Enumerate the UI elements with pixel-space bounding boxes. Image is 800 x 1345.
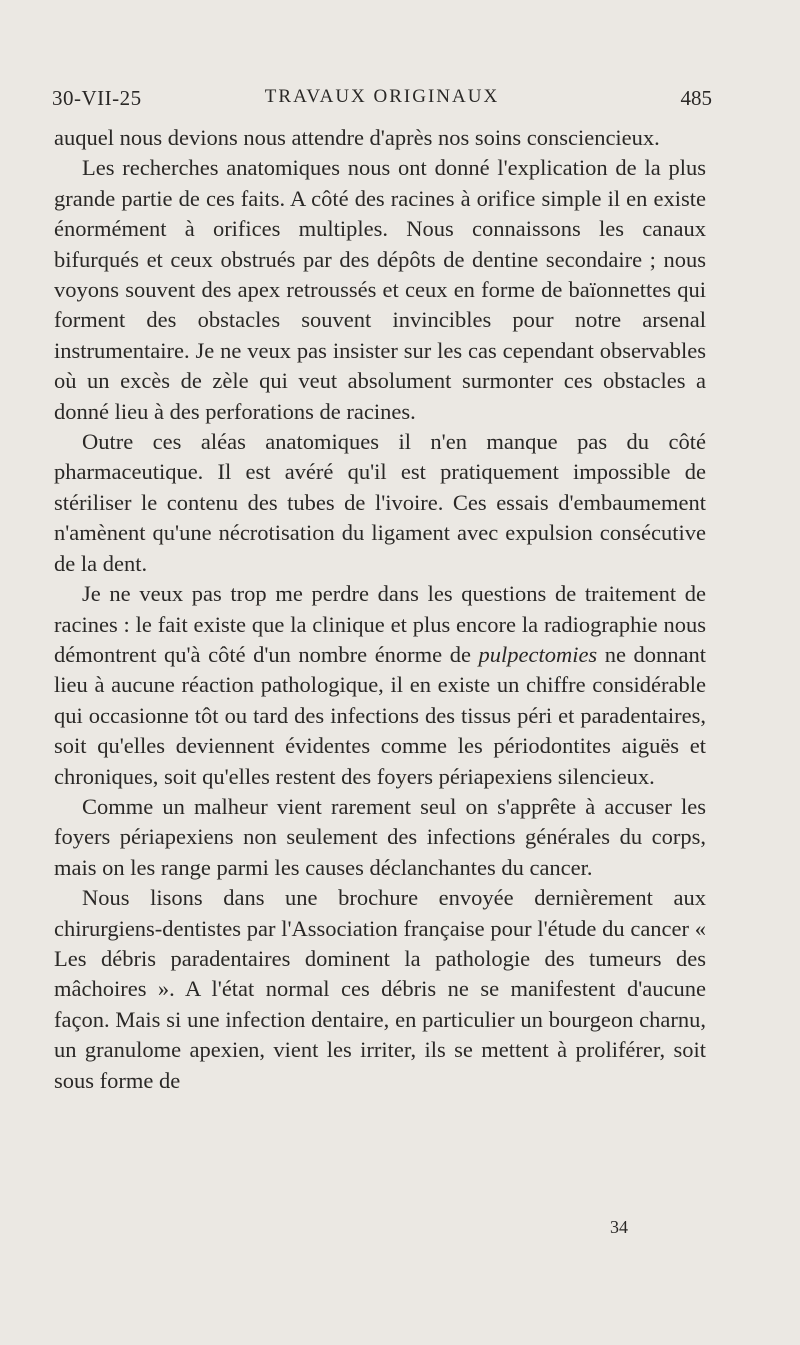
paragraph-2: Les recherches anatomiques nous ont donné l'explication de la plus grande partie de ces faits. A côté des racines à orifice simple il en existe énormément à orifices multiples. Nous connaissons les canaux bifurqués et ceux obstrués par des dépôts de dentine secondaire ; nous voyons souvent des apex retroussés et ceux en forme de baïonnettes qui forment des obstacles souvent invincibles pour notre arsenal instrumentaire. Je ne veux pas insister sur les cas cependant observables où un excès de zèle qui veut absolument surmonter ces obstacles a donné lieu à des perforations de racines. [54, 155, 706, 424]
page-number: 485 [680, 86, 712, 110]
paragraph-5: Comme un malheur vient rarement seul on s'apprête à accuser les foyers périapexiens non seulement des infections générales du corps, mais on les range parmi les causes déclanchantes du cancer. [54, 793, 706, 880]
header-date: 30-VII-25 [52, 86, 142, 110]
paragraph-3: Outre ces aléas anatomiques il n'en manque pas du côté pharmaceutique. Il est avéré qu'il est pratiquement impossible de stériliser le contenu des tubes de l'ivoire. Ces essais d'embaumement n'amènent qu'une nécrotisation du ligament avec expulsion consécutive de la dent. [54, 429, 706, 576]
paragraph-4 [54, 579, 706, 792]
header-title: TRAVAUX ORIGINAUX [264, 86, 500, 107]
article-body [54, 123, 706, 1096]
paragraph-6: Nous lisons dans une brochure envoyée dernièrement aux chirurgiens-dentistes par l'Association française pour l'étude du cancer « Les débris paradentaires dominent la pathologie des tumeurs des mâchoires ». A l'état normal ces débris ne se manifestent d'aucune façon. Mais si une infection dentaire, en particulier un bourgeon charnu, un granulome apexien, vient les irriter, ils se mettent à proliférer, soit sous forme de [54, 885, 706, 1093]
paragraph-4-part-2: ne donnant lieu à aucune réaction pathologique, il en existe un chiffre considérable qui occasionne tôt ou tard des infections des tissus péri et paradentaires, soit qu'elles deviennent évidentes comme les périodontites aiguës et chroniques, soit qu'elles restent des foyers périapexiens silencieux. [54, 641, 706, 789]
paragraph-1: auquel nous devions nous attendre d'après nos soins consciencieux. [54, 125, 660, 150]
running-header [52, 86, 712, 116]
paragraph-4-emphasis: pulpectomies [478, 641, 598, 667]
paragraph-4-part-1: Je ne veux pas trop me perdre dans les questions de traitement de racines : le fait existe que la clinique et plus encore la radiographie nous démontrent qu'à côté d'un nombre énorme de [54, 581, 706, 667]
signature-mark: 34 [610, 1217, 628, 1237]
